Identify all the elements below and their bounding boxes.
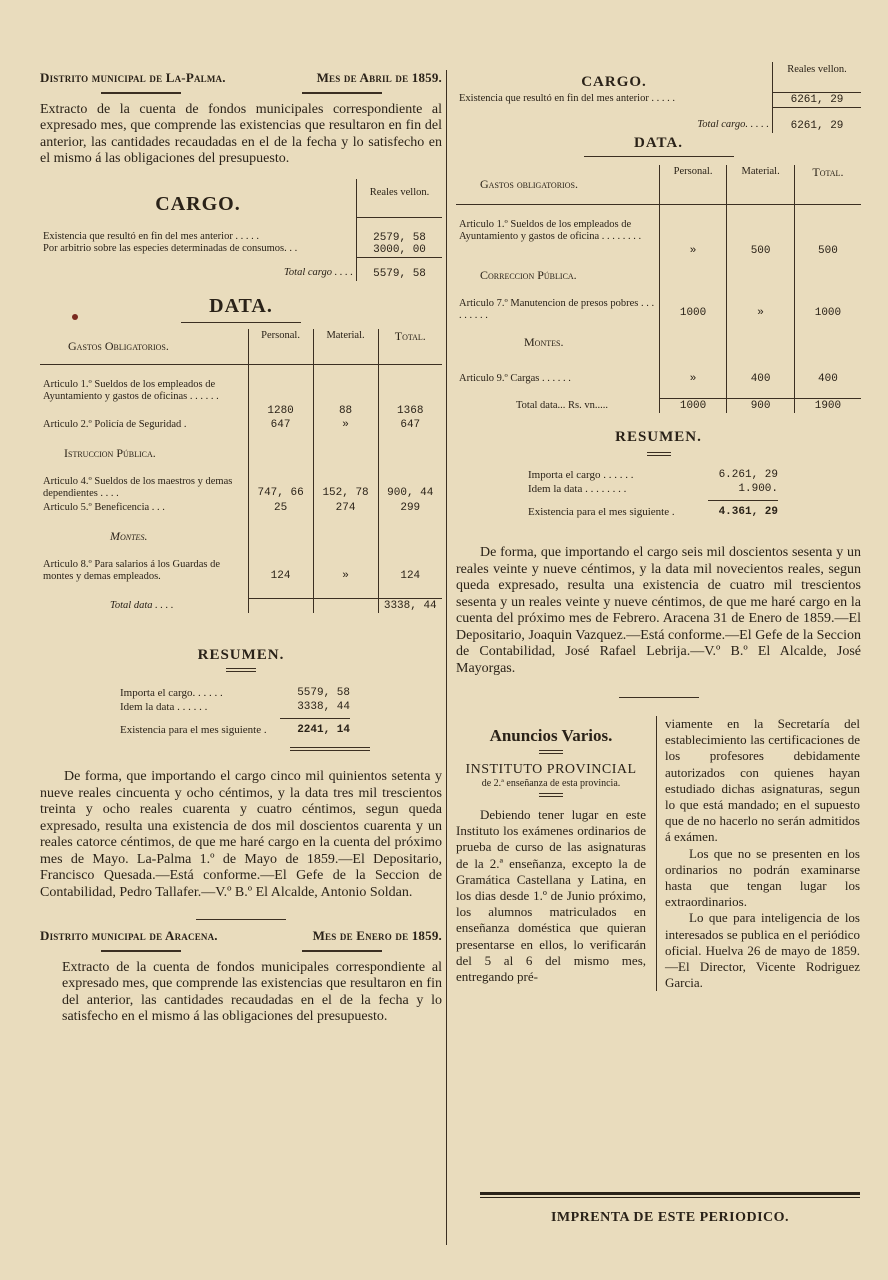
right-resumen-block bbox=[528, 468, 778, 519]
data-row-3-label: Articulo 4.º Sueldos de los maestros y demas dependientes . . . . bbox=[43, 475, 233, 499]
right-cargo-total-label: Total cargo. . . . . bbox=[697, 119, 769, 130]
data-row-3-personal: 747, 66 bbox=[248, 475, 313, 501]
data-table bbox=[40, 329, 442, 614]
right-data-table bbox=[456, 165, 861, 414]
data-row-5-total: 124 bbox=[378, 558, 442, 599]
right-data-header-material: Material. bbox=[727, 165, 795, 205]
data-row-5-label: Articulo 8.º Para salarios á los Guardas de montes y demas empleados. bbox=[43, 558, 221, 582]
anuncios-left bbox=[456, 716, 646, 991]
resumen-ornament bbox=[226, 668, 256, 672]
right-data-section-montes: Montes. bbox=[524, 334, 564, 349]
right-data-row-3-personal: » bbox=[659, 372, 727, 399]
cargo-total-label: Total cargo . . . . bbox=[284, 267, 353, 279]
district-header-aracena bbox=[40, 928, 442, 944]
right-data-section-correccion: Correccion Pública. bbox=[480, 267, 577, 282]
data-total-label: Total data . . . . bbox=[110, 599, 174, 611]
right-cargo-row-label: Existencia que resultó en fin del mes anterior . . . . . bbox=[459, 93, 676, 104]
resumen-block bbox=[120, 686, 350, 737]
data-row-2-material: » bbox=[313, 418, 378, 432]
data-row-4-material: 274 bbox=[313, 501, 378, 515]
closing-paragraph: De forma, que importando el cargo cinco mil quinientos setenta y nueve reales cincuenta y ocho céntimos, y la data tres mil trescientos treinta y ocho reales cuarenta y cuatro céntimos, segun queda expresado, resulta una existencia de dos mil doscientos cuarenta y un reales catorce céntimos, de que me haré cargo en la cuenta del próximo mes de Mayo. La-Palma 1.º de Mayo de 1859.—El Depositario, Francisco Quesada.—Está conforme.—El Gefe de la Seccion de Contabilidad, Pedro Tallafer.—V.º B.º El Alcalde, Antonio Soldan. bbox=[40, 769, 442, 900]
right-data-row-3-label: Articulo 9.º Cargas . . . . . . bbox=[459, 372, 571, 384]
cargo-total-value: 5579, 58 bbox=[357, 257, 443, 281]
resumen-row-1-value: 5579, 58 bbox=[297, 687, 350, 700]
right-data-row-3-material: 400 bbox=[727, 372, 795, 399]
right-data-row-1-label: Articulo 1.º Sueldos de los empleados de Ayuntamiento y gastos de oficina . . . . . . . . bbox=[459, 218, 642, 242]
right-data-row-3-total: 400 bbox=[794, 372, 861, 399]
section-separator bbox=[196, 919, 286, 920]
left-column bbox=[40, 62, 442, 1025]
resumen-row-3-label: Existencia para el mes siguiente . bbox=[120, 724, 267, 737]
right-data-title: DATA. bbox=[633, 134, 684, 151]
right-data-total-total: 1900 bbox=[794, 399, 861, 414]
right-cargo-column-header: Reales vellon. bbox=[773, 62, 862, 92]
right-data-row-2-material: » bbox=[727, 297, 795, 323]
anuncios-section bbox=[456, 716, 861, 991]
right-resumen-row-1-value: 6.261, 29 bbox=[718, 469, 778, 481]
data-section-instruccion: Istruccion Pública. bbox=[64, 445, 156, 460]
cargo-table bbox=[40, 179, 442, 281]
header-ornament bbox=[40, 92, 442, 94]
resumen-row-2-label: Idem la data . . . . . . bbox=[120, 701, 208, 714]
data-row-1-total: 1368 bbox=[378, 364, 442, 418]
right-column bbox=[456, 62, 861, 991]
right-resumen-row-3-value: 4.361, 29 bbox=[718, 506, 778, 518]
data-header-total: Total. bbox=[378, 329, 442, 365]
data-row-3-total: 900, 44 bbox=[378, 475, 442, 501]
data-title: DATA. bbox=[209, 294, 273, 317]
right-data-row-1-total: 500 bbox=[794, 204, 861, 258]
data-section-montes: Montes. bbox=[110, 528, 148, 543]
data-row-5-personal: 124 bbox=[248, 558, 313, 599]
right-resumen-title: RESUMEN. bbox=[615, 429, 702, 445]
right-data-row-2-total: 1000 bbox=[794, 297, 861, 323]
right-cargo-row-value: 6261, 29 bbox=[773, 92, 862, 107]
right-data-row-1-material: 500 bbox=[727, 204, 795, 258]
right-data-total-personal: 1000 bbox=[659, 399, 727, 414]
right-data-row-2-label: Articulo 7.º Manutencion de presos pobres . . . . . . . . . bbox=[459, 297, 655, 321]
right-data-row-1-personal: » bbox=[659, 204, 727, 258]
resumen-title: RESUMEN. bbox=[197, 647, 285, 664]
resumen-row-1-label: Importa el cargo. . . . . . bbox=[120, 687, 223, 700]
column-divider bbox=[446, 70, 447, 1245]
anuncio-body-c: Los que no se presenten en los ordinarios no podrán examinarse hasta que tengan lugar los extraordinarios. bbox=[665, 845, 860, 910]
cargo-column-header: Reales vellon. bbox=[357, 179, 443, 217]
month-label-2: Mes de Enero de 1859. bbox=[312, 928, 442, 944]
right-data-header-label: Gastos obligatorios. bbox=[480, 176, 578, 191]
district-name-2: Distrito municipal de Aracena. bbox=[40, 928, 218, 944]
data-row-2-label: Articulo 2.º Policía de Seguridad . bbox=[43, 418, 187, 430]
cargo-row-2-label: Por arbitrio sobre las especies determinadas de consumos. . . bbox=[43, 243, 298, 255]
resumen-end-rule bbox=[290, 747, 370, 751]
data-row-2-personal: 647 bbox=[248, 418, 313, 432]
right-resumen-ornament bbox=[647, 452, 671, 456]
right-data-total-material: 900 bbox=[727, 399, 795, 414]
cargo-title: CARGO. bbox=[155, 193, 241, 216]
right-closing-paragraph: De forma, que importando el cargo seis mil doscientos sesenta y un reales veinte y nueve céntimos, y la data mil novecientos reales, segun queda expresado, resulta una existencia de cuatro mil trescientos sesenta y un reales veinte y nueve céntimos, de que me haré cargo en la cuenta del próximo mes de Febrero. Aracena 31 de Enero de 1859.—El Depositario, Joaquin Vazquez.—Está conforme.—El Gefe de la Seccion de Contabilidad, José Rafael Lebrija.—V.º B.º El Alcalde, José Mayorgas. bbox=[456, 545, 861, 676]
extract-paragraph-2: Extracto de la cuenta de fondos municipales correspondiente al expresado mes, que comprende las existencias que resultaron en fin del anterior, las cantidades recaudadas en el de la fecha y lo satisfecho en el mismo á las obligaciones del presupuesto. bbox=[62, 960, 442, 1025]
anuncio-body-a: Debiendo tener lugar en este Instituto los exámenes ordinarios de prueba de curso de las asignaturas de la 2.ª enseñanza, excepto la de Gramática Castellana y Latina, en los dias desde 1.º de Junio próximo, los alumnos matriculados en enseñanza doméstica que quieran presentarse en ellos, lo verificarán del 5 al 6 del mismo mes, entregando pré- bbox=[456, 807, 646, 985]
data-header-personal: Personal. bbox=[248, 329, 313, 365]
header-ornament-2 bbox=[40, 950, 442, 952]
data-header-material: Material. bbox=[313, 329, 378, 365]
anuncios-ornament bbox=[539, 750, 563, 754]
data-row-3-material: 152, 78 bbox=[313, 475, 378, 501]
extract-paragraph: Extracto de la cuenta de fondos municipales correspondiente al expresado mes, que comprende las existencias que resultaron en fin del anterior, las cantidades recaudadas en el de la fecha y lo satisfecho en el mismo á las obligaciones del presupuesto. bbox=[40, 102, 442, 166]
printer-imprint: IMPRENTA DE ESTE PERIODICO. bbox=[550, 1210, 790, 1225]
right-data-rule bbox=[584, 156, 734, 157]
right-cargo-table bbox=[456, 62, 861, 133]
cargo-row-1-label: Existencia que resultó en fin del mes anterior . . . . . bbox=[43, 231, 260, 243]
instituto-subtitle: de 2.ª enseñanza de esta provincia. bbox=[481, 778, 621, 789]
data-row-5-material: » bbox=[313, 558, 378, 599]
cargo-row-1-value: 2579, 58 bbox=[373, 231, 426, 244]
data-total-value: 3338, 44 bbox=[378, 599, 442, 614]
data-row-2-total: 647 bbox=[378, 418, 442, 432]
data-title-rule bbox=[181, 322, 301, 323]
right-resumen-row-3-label: Existencia para el mes siguiente . bbox=[528, 506, 675, 518]
right-resumen-row-2-value: 1.900. bbox=[738, 483, 778, 495]
anuncio-body-b: viamente en la Secretaría del establecimiento las certificaciones de los profesores debidamente autorizados con quienes hayan estudiado dichas asignaturas, segun lo que está mandado; en el supuesto que de no hacerlo no serán admitidos á exámen. bbox=[665, 716, 860, 845]
data-header-label: Gastos Obligatorios. bbox=[68, 338, 169, 353]
instituto-ornament bbox=[539, 793, 563, 797]
right-resumen-row-1-label: Importa el cargo . . . . . . bbox=[528, 469, 634, 481]
data-row-1-label: Articulo 1.º Sueldos de los empleados de Ayuntamiento y gastos de oficinas . . . . . . bbox=[43, 378, 219, 402]
anuncios-title: Anuncios Varios. bbox=[489, 726, 613, 745]
district-name: Distrito municipal de La-Palma. bbox=[40, 70, 226, 85]
printer-footer bbox=[480, 1192, 860, 1226]
month-label: Mes de Abril de 1859. bbox=[316, 70, 442, 85]
right-data-row-2-personal: 1000 bbox=[659, 297, 727, 323]
right-resumen-row-2-label: Idem la data . . . . . . . . bbox=[528, 483, 627, 495]
right-data-header-total: Total. bbox=[794, 165, 861, 205]
data-row-4-label: Articulo 5.º Beneficencia . . . bbox=[43, 501, 165, 513]
resumen-row-2-value: 3338, 44 bbox=[297, 701, 350, 714]
data-row-4-total: 299 bbox=[378, 501, 442, 515]
district-header-la-palma bbox=[40, 70, 442, 86]
anuncios-right bbox=[656, 716, 860, 991]
right-data-total-label: Total data... Rs. vn..... bbox=[516, 399, 609, 411]
right-cargo-title: CARGO. bbox=[581, 74, 647, 90]
data-row-4-personal: 25 bbox=[248, 501, 313, 515]
data-row-1-personal: 1280 bbox=[248, 364, 313, 418]
instituto-title: INSTITUTO PROVINCIAL bbox=[465, 762, 637, 777]
right-section-separator bbox=[619, 697, 699, 698]
anuncio-body-d: Lo que para inteligencia de los interesados se publica en el periódico oficial. Huelva 26 de mayo de 1859.—El Director, Vicente Rodriguez Garcia. bbox=[665, 910, 860, 991]
data-row-1-material: 88 bbox=[313, 364, 378, 418]
cargo-row-2-value: 3000, 00 bbox=[373, 243, 426, 256]
right-cargo-total-value: 6261, 29 bbox=[773, 107, 862, 133]
right-data-header-personal: Personal. bbox=[659, 165, 727, 205]
resumen-row-3-value: 2241, 14 bbox=[297, 724, 350, 737]
